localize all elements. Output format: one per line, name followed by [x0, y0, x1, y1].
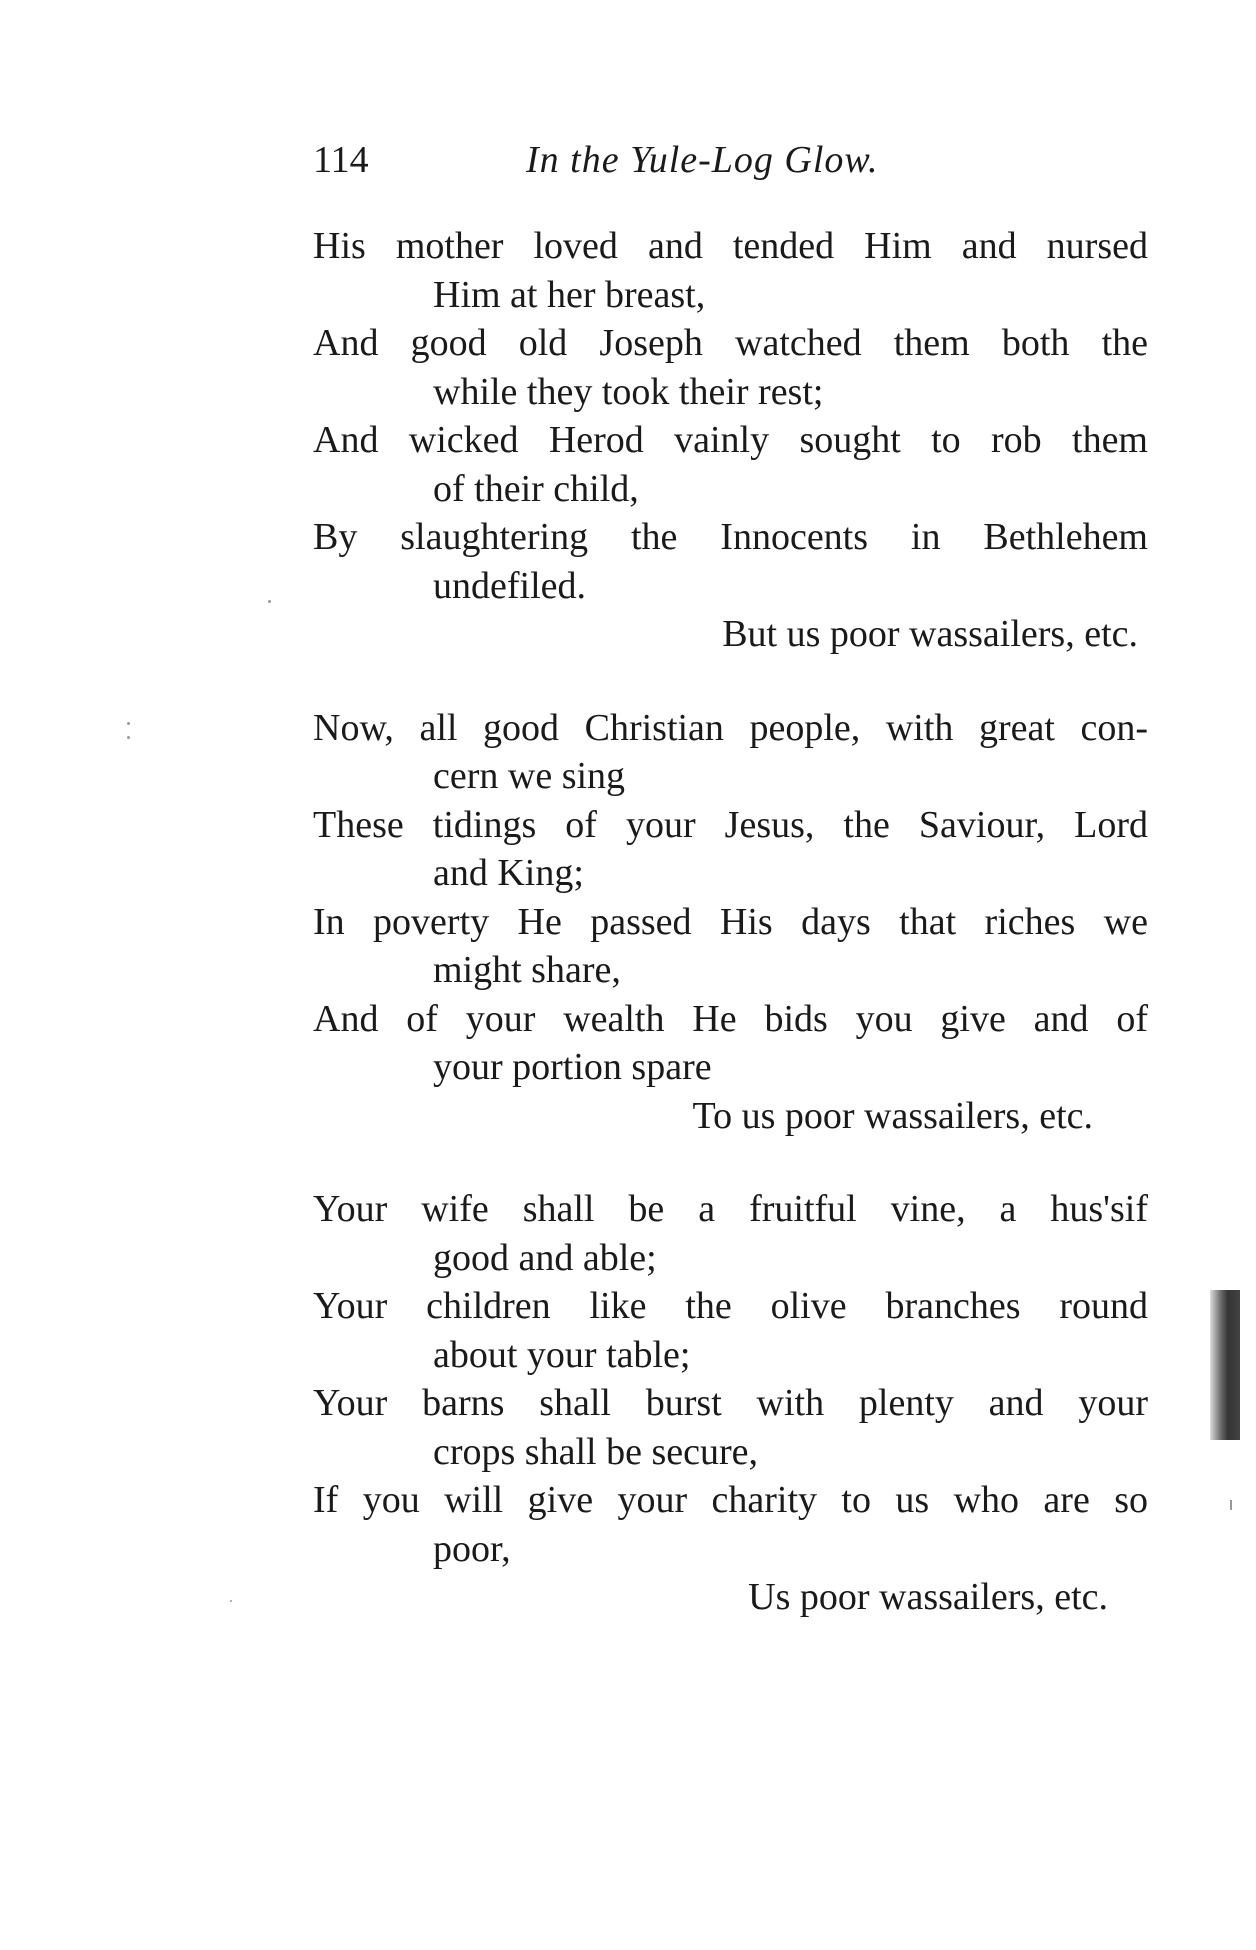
- page-header: [313, 138, 1163, 188]
- verse-line-continuation: Him at her breast,: [433, 273, 706, 316]
- verse-line-continuation: about your table;: [433, 1333, 691, 1376]
- verse-line: His mother loved and tended Him and nursed: [313, 225, 1148, 267]
- refrain-line: But us poor wassailers, etc.: [722, 613, 1138, 655]
- verse-line-continuation: your portion spare: [433, 1046, 712, 1088]
- verse-line: And of your wealth He bids you give and of: [313, 997, 1148, 1040]
- verse-line-continuation: of their child,: [433, 467, 639, 510]
- verse-line: In poverty He passed His days that riches we: [313, 900, 1148, 943]
- scan-speck: [268, 600, 271, 603]
- verse-line-continuation: while they took their rest;: [433, 370, 824, 413]
- verse-line-continuation: cern we sing: [433, 755, 626, 797]
- verse-line-continuation: might share,: [433, 949, 621, 991]
- verse-line-continuation: and King;: [433, 852, 584, 894]
- refrain-line: To us poor wassailers, etc.: [692, 1094, 1093, 1137]
- verse-line-continuation: undefiled.: [433, 564, 587, 607]
- verse-line-continuation: crops shall be secure,: [433, 1430, 758, 1473]
- scan-edge-shadow: [1210, 1290, 1240, 1440]
- verse-line: Your barns shall burst with plenty and your: [313, 1382, 1148, 1424]
- scan-speck: [1230, 1500, 1232, 1510]
- verse-line: If you will give your charity to us who are so: [313, 1479, 1148, 1521]
- verse-line-continuation: poor,: [433, 1527, 511, 1570]
- verse-line: And good old Joseph watched them both the: [313, 322, 1148, 364]
- verse-line: By slaughtering the Innocents in Bethlehem: [313, 516, 1148, 558]
- verse-line: These tidings of your Jesus, the Saviour, Lord: [313, 803, 1148, 846]
- scan-speck: [230, 1600, 232, 1602]
- verse-line: Now, all good Christian people, with great con-: [313, 706, 1148, 749]
- running-title: In the Yule-Log Glow.: [526, 139, 879, 181]
- verse-line: And wicked Herod vainly sought to rob them: [313, 419, 1148, 461]
- stanza-2: [313, 704, 1148, 1141]
- refrain-line: Us poor wassailers, etc.: [748, 1576, 1108, 1618]
- stanza-1: [313, 222, 1148, 659]
- verse-line: Your wife shall be a fruitful vine, a hus'sif: [313, 1188, 1148, 1230]
- stanza-3: [313, 1185, 1148, 1622]
- verse-line-continuation: good and able;: [433, 1236, 657, 1279]
- scan-speck: [127, 722, 130, 725]
- scan-speck: [127, 736, 130, 739]
- verse-line: Your children like the olive branches round: [313, 1285, 1148, 1327]
- poem-text: [313, 222, 1148, 1667]
- page-number: 114: [313, 139, 369, 181]
